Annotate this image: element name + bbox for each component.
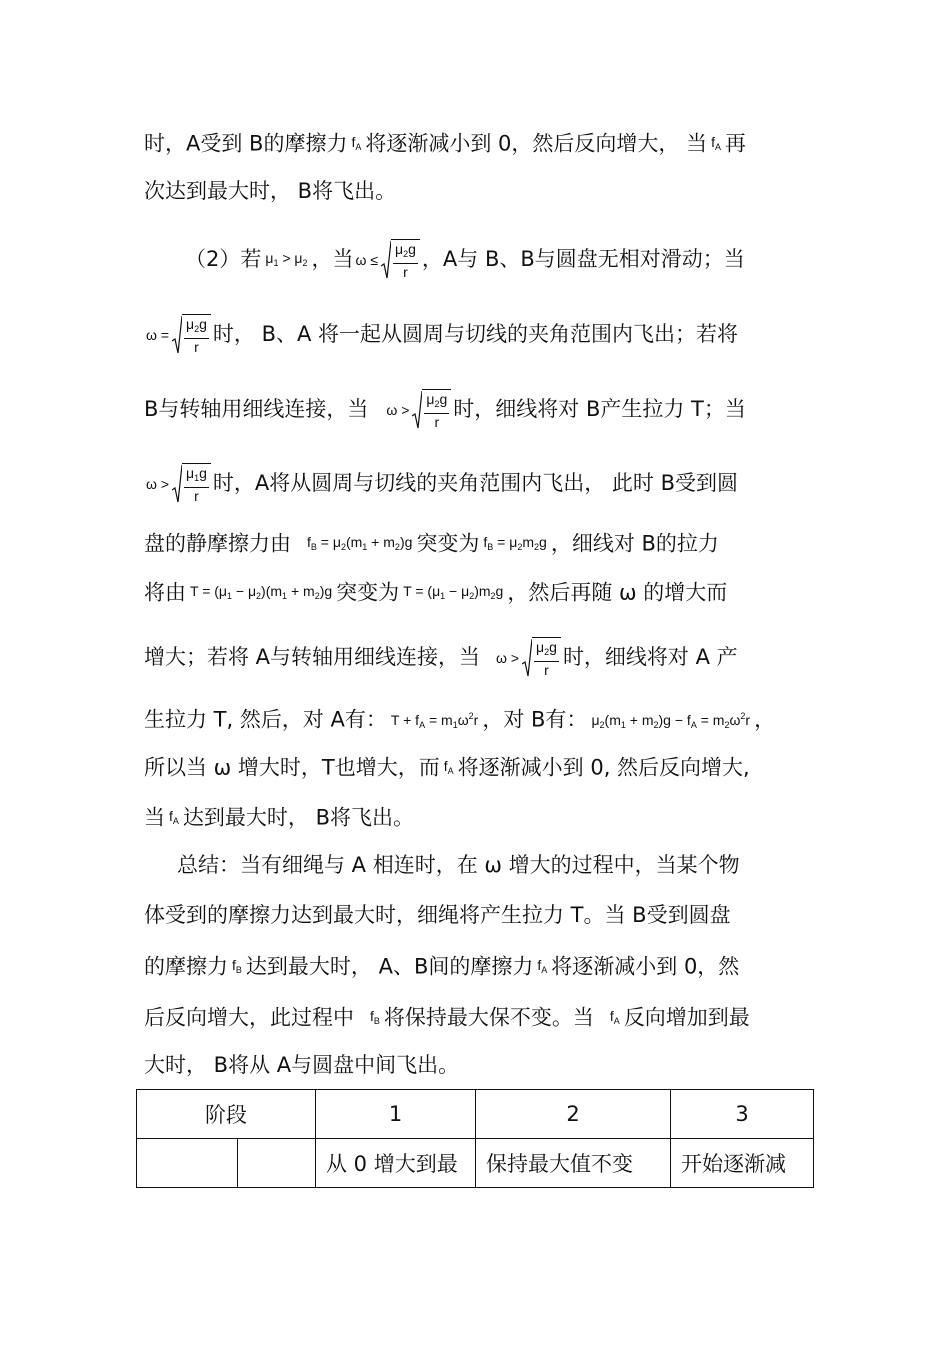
text: 增大；若将 A与转轴用细线连接，当 bbox=[144, 645, 481, 669]
text: 将逐渐减小到 0, 然后反向增大, bbox=[457, 755, 750, 780]
paragraph-line bbox=[144, 751, 750, 781]
text: 将逐渐减小到 0，然 bbox=[551, 954, 740, 979]
text: 时，细线将对 B产生拉力 T；当 bbox=[453, 397, 746, 421]
table-row bbox=[137, 1090, 814, 1139]
text: 突变为 bbox=[336, 580, 400, 605]
table-cell: 保持最大值不变 bbox=[476, 1139, 671, 1188]
paragraph-line bbox=[144, 1050, 459, 1080]
text: ，对 B有： bbox=[482, 707, 588, 732]
text: 体受到的摩擦力达到最大时，细绳将产生拉力 T。当 B受到圆盘 bbox=[144, 903, 731, 927]
paragraph-line bbox=[185, 239, 745, 280]
formula: $f_B = \mu_2(m_1 + m_2)g$ bbox=[307, 534, 413, 552]
sqrt-formula: ω ≤ $\frac{\mu_2g}{r}$ bbox=[356, 239, 420, 281]
formula: $f_B$ bbox=[232, 957, 242, 975]
formula: $T + f_A = m_1\omega^2r$ bbox=[390, 711, 479, 730]
table-cell: 开始逐渐减 bbox=[671, 1139, 814, 1188]
formula: $f_B = \mu_2m_2g$ bbox=[483, 534, 547, 552]
formula: $f_A$ bbox=[711, 134, 721, 152]
text: 突变为 bbox=[416, 531, 480, 556]
text: 时，A将从圆周与切线的夹角范围内飞出， 此时 B受到圆 bbox=[212, 471, 739, 495]
text: 达到最大时， B将飞出。 bbox=[182, 805, 414, 830]
formula: $f_B$ bbox=[370, 1008, 380, 1026]
paragraph-line bbox=[144, 527, 719, 557]
text: 将保持最大保不变。当 bbox=[383, 1005, 594, 1030]
paragraph-line bbox=[144, 950, 739, 980]
text: 生拉力 T, 然后，对 A有： bbox=[144, 707, 387, 732]
formula: $f_A$ bbox=[351, 134, 362, 152]
text: ， bbox=[754, 707, 776, 732]
formula: $T = (\mu_1 - \mu_2)(m_1 + m_2)g$ bbox=[190, 583, 333, 601]
paragraph-line bbox=[144, 463, 739, 504]
table-cell: 1 bbox=[316, 1090, 476, 1139]
table-cell bbox=[137, 1139, 238, 1188]
table-row bbox=[137, 1139, 814, 1188]
table-cell: 从 0 增大到最 bbox=[316, 1139, 476, 1188]
paragraph-line bbox=[144, 701, 775, 731]
text: 达到最大时， A、B间的摩擦力 bbox=[245, 954, 534, 979]
paragraph-line bbox=[144, 389, 746, 430]
text: 再 bbox=[724, 131, 746, 156]
text: 时，细线将对 A 产 bbox=[562, 645, 738, 669]
paragraph-line bbox=[177, 850, 740, 880]
text: 的摩擦力 bbox=[144, 954, 228, 979]
text: B与转轴用细线连接，当 bbox=[144, 397, 369, 421]
text: 所以当 ω 增大时，T也增大，而 bbox=[144, 755, 440, 780]
text: 将逐渐减小到 0，然后反向增大， 当 bbox=[365, 131, 708, 156]
formula: $f_A$ bbox=[169, 808, 179, 826]
formula: $f_A$ bbox=[443, 758, 454, 776]
paragraph-line bbox=[144, 637, 738, 678]
sqrt-formula: ω > $\frac{\mu_1g}{r}$ bbox=[146, 463, 211, 505]
paragraph-line bbox=[144, 176, 396, 206]
paragraph-line bbox=[144, 314, 739, 355]
formula: $T = (\mu_1 - \mu_2)m_2g$ bbox=[403, 583, 504, 601]
text: 盘的静摩擦力由 bbox=[144, 531, 291, 556]
formula: $\mu_2(m_1 + m_2)g - f_A = m_2\omega^2r$ bbox=[591, 711, 751, 730]
text: 总结：当有细绳与 A 相连时，在 ω 增大的过程中，当某个物 bbox=[177, 853, 740, 877]
text: ，然后再随 ω 的增大而 bbox=[507, 580, 728, 605]
text: （2）若 bbox=[185, 247, 262, 271]
text: 时，A受到 B的摩擦力 bbox=[144, 131, 348, 156]
paragraph-line bbox=[144, 127, 746, 157]
table-cell: 2 bbox=[476, 1090, 671, 1139]
stage-table bbox=[136, 1089, 814, 1188]
text: 大时， B将从 A与圆盘中间飞出。 bbox=[144, 1053, 460, 1077]
text: 将由 bbox=[144, 580, 186, 605]
sqrt-formula: ω > $\frac{\mu_2g}{r}$ bbox=[496, 637, 561, 679]
text: ，细线对 B的拉力 bbox=[550, 531, 719, 556]
text: 次达到最大时， B将飞出。 bbox=[144, 179, 397, 203]
paragraph-line bbox=[144, 1001, 750, 1031]
formula: $f_A$ bbox=[609, 1008, 620, 1026]
formula: $\mu_1 > \mu_2$ bbox=[265, 249, 308, 268]
text: ，A与 B、B与圆盘无相对滑动；当 bbox=[421, 247, 745, 271]
text: 后反向增大，此过程中 bbox=[144, 1005, 354, 1030]
text: ，当 bbox=[311, 247, 354, 271]
text: 反向增加到最 bbox=[623, 1005, 750, 1030]
paragraph-line bbox=[144, 801, 414, 831]
table-cell: 阶段 bbox=[137, 1090, 316, 1139]
formula: $f_A$ bbox=[537, 957, 548, 975]
paragraph-line bbox=[144, 576, 727, 606]
sqrt-formula: ω > $\frac{\mu_2g}{r}$ bbox=[386, 389, 451, 431]
table-cell bbox=[238, 1139, 316, 1188]
sqrt-formula: ω = $\frac{\mu_2g}{r}$ bbox=[146, 314, 211, 356]
table-cell: 3 bbox=[671, 1090, 814, 1139]
text: 当 bbox=[144, 805, 165, 830]
text: 时， B、A 将一起从圆周与切线的夹角范围内飞出；若将 bbox=[212, 322, 739, 346]
paragraph-line bbox=[144, 900, 731, 930]
